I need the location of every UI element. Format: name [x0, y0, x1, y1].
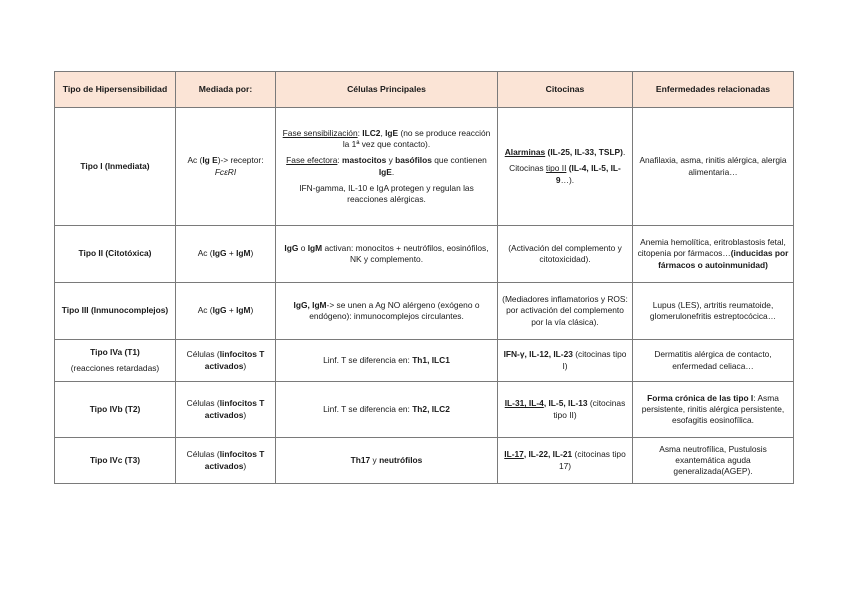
cell-mediada: Células (linfocitos T activados): [176, 340, 276, 382]
cell-tipo: Tipo IVc (T3): [55, 438, 176, 484]
cell-mediada: Ac (Ig E)-> receptor: FcεRI: [176, 108, 276, 226]
cell-mediada: Células (linfocitos T activados): [176, 382, 276, 438]
table-row: [55, 340, 794, 382]
cell-tipo: Tipo IVa (T1) (reacciones retardadas): [55, 340, 176, 382]
cell-enfermedades: Lupus (LES), artritis reumatoide, glomerulonefritis estreptocócica…: [633, 283, 794, 340]
header-mediada: Mediada por:: [176, 72, 276, 108]
cell-tipo: Tipo II (Citotóxica): [55, 226, 176, 283]
cell-celulas: Fase sensibilización: ILC2, IgE (no se produce reacción la 1ª vez que contacto). Fase efectora: mastocitos y basófilos que contienen IgE. IFN-gamma, IL-10 e IgA protegen y regulan las reacciones alérgicas.: [276, 108, 498, 226]
cell-celulas: Th17 y neutrófilos: [276, 438, 498, 484]
cell-tipo: Tipo I (Inmediata): [55, 108, 176, 226]
header-citocinas: Citocinas: [498, 72, 633, 108]
cell-celulas: IgG o IgM activan: monocitos + neutrófilos, eosinófilos, NK y complemento.: [276, 226, 498, 283]
cell-citocinas: (Activación del complemento y citotoxicidad).: [498, 226, 633, 283]
header-celulas: Células Principales: [276, 72, 498, 108]
hypersensitivity-table: [54, 71, 794, 484]
cell-citocinas: IL-31, IL-4, IL-5, IL-13 (citocinas tipo II): [498, 382, 633, 438]
header-row: [55, 72, 794, 108]
header-tipo: Tipo de Hipersensibilidad: [55, 72, 176, 108]
cell-mediada: Células (linfocitos T activados): [176, 438, 276, 484]
cell-citocinas: Alarminas (IL-25, IL-33, TSLP). Citocinas tipo II (IL-4, IL-5, IL-9…).: [498, 108, 633, 226]
table-row: [55, 283, 794, 340]
cell-celulas: Linf. T se diferencia en: Th2, ILC2: [276, 382, 498, 438]
cell-tipo: Tipo IVb (T2): [55, 382, 176, 438]
cell-citocinas: IFN-γ, IL-12, IL-23 (citocinas tipo I): [498, 340, 633, 382]
header-enfermedades: Enfermedades relacionadas: [633, 72, 794, 108]
cell-enfermedades: Forma crónica de las tipo I: Asma persistente, rinitis alérgica persistente, esofagitis eosinofílica.: [633, 382, 794, 438]
table-row: [55, 382, 794, 438]
cell-citocinas: IL-17, IL-22, IL-21 (citocinas tipo 17): [498, 438, 633, 484]
cell-celulas: IgG, IgM-> se unen a Ag NO alérgeno (exógeno o endógeno): inmunocomplejos circulantes.: [276, 283, 498, 340]
cell-enfermedades: Dermatitis alérgica de contacto, enfermedad celiaca…: [633, 340, 794, 382]
table-row: [55, 438, 794, 484]
cell-mediada: Ac (IgG + IgM): [176, 226, 276, 283]
cell-mediada: Ac (IgG + IgM): [176, 283, 276, 340]
cell-enfermedades: Anafilaxia, asma, rinitis alérgica, alergia alimentaria…: [633, 108, 794, 226]
cell-tipo: Tipo III (Inmunocomplejos): [55, 283, 176, 340]
table-row: [55, 108, 794, 226]
cell-celulas: Linf. T se diferencia en: Th1, ILC1: [276, 340, 498, 382]
cell-enfermedades: Anemia hemolítica, eritroblastosis fetal, citopenia por fármacos…(inducidas por fármacos o autoinmunidad): [633, 226, 794, 283]
cell-citocinas: (Mediadores inflamatorios y ROS: por activación del complemento por la vía clásica).: [498, 283, 633, 340]
table-row: [55, 226, 794, 283]
cell-enfermedades: Asma neutrofílica, Pustulosis exantemática aguda generalizada(AGEP).: [633, 438, 794, 484]
